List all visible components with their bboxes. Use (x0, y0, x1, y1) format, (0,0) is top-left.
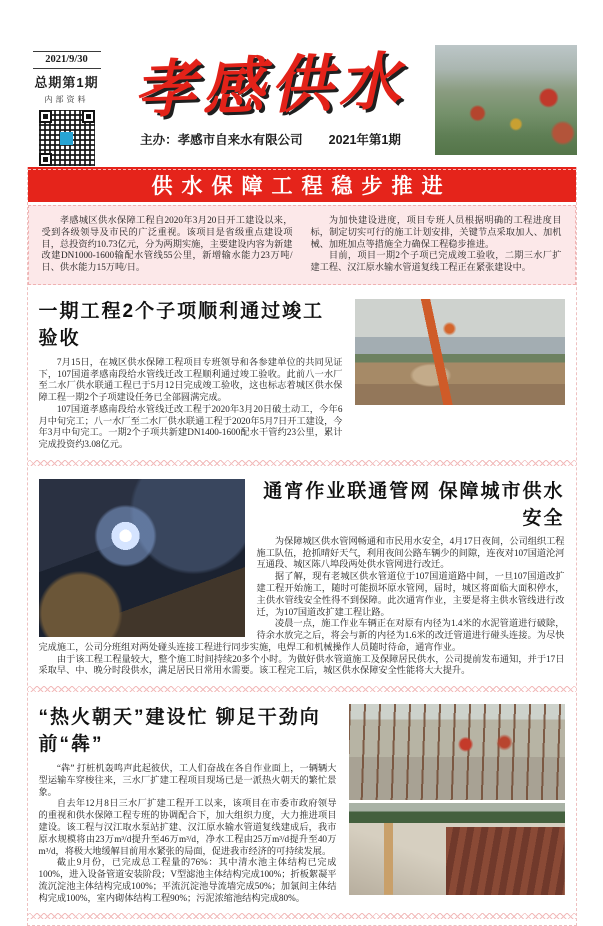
article-2-paragraph: 107国道孝感南段给水管线迁改工程于2020年3月20日破土动工，今年6月中旬完工；八一水厂至二水厂供水联通工程于2020年5月7日开工建设，今年3月中旬完工。一期2个子项共新建DN1400-1600配水干管约23公里，累计完成投资约3.08亿元。 (38, 403, 343, 450)
article-3-paragraph: 由于该工程工程量较大，整个施工时间持续20多个小时。为做好供水管道施工及保障居民供水，公司提前发布通知，并于17日采取早、中、晚分时段供水，满足居民日常用水需要。该工程完工后，城区供水保障安全性能将大大提升。 (38, 653, 565, 676)
article-4-paragraph: “犇” 打桩机轰鸣声此起彼伏，工人们奋战在各自作业面上，一辆辆大型运输车穿梭往来，三水厂扩建工程项目现场已是一派热火朝天的繁忙景象。 (38, 763, 337, 797)
article-4-photo-stack (349, 704, 565, 895)
article-4-headline: “热火朝天”建设忙 铆足干劲向前“犇” (38, 707, 321, 756)
main-headline: 供水保障工程稳步推进 (151, 174, 452, 198)
basin-aerial-photo (349, 803, 565, 895)
issue-date: 2021/9/30 (33, 51, 101, 69)
article-overnight-work (39, 476, 565, 677)
article-4-paragraph: 自去年12月8日三水厂扩建工程开工以来，该项目在市委市政府领导的重视和供水保障工程专班的协调配合下，加大组织力度，大力推进项目建设。该工程与汉江取水泵站扩建、汉江原水输水管道复线建成后，我市原水规模将由23万m³/d提升至46万m³/d，净水工程由25万m³/d提升至40万m³/d，将极大地缓解目前用水紧张的局面，促进我市经济的可持续发展。 (38, 798, 337, 856)
lead-paragraph: 孝感城区供水保障工程自2020年3月20日开工建设以来，受到各级领导及市民的广泛重视。该项目是省级重点建设项目，总投资约10.73亿元，分为两期实施，主要建设内容为新建改建DN1000-1600输配水管线55公里，新增输水能力23万吨/日、供水能力15万吨/日。 (41, 215, 293, 273)
lead-column-1 (42, 215, 293, 274)
lead-column-2 (311, 215, 562, 274)
masthead-center (107, 45, 435, 148)
article-3-paragraph: 为保障城区供水管网畅通和市民用水安全，4月17日夜间，公司组织工程施工队伍，抢抓晴好天气，利用夜间公路车辆少的间隙，连夜对107国道沦河互通段、城区陈八埠段两处供水管网进行改迁。 (256, 535, 565, 570)
qr-code (39, 110, 95, 166)
article-busy-construction (39, 702, 565, 904)
lead-paragraph: 目前，项目一期2个子项已完成竣工验收，二期三水厂扩建工程、汉江原水输水管道复线工程正在紧张建设中。 (310, 250, 562, 273)
issue-number: 总期第1期 (34, 75, 99, 90)
article-2-headline: 一期工程2个子项顺利通过竣工验收 (38, 300, 325, 349)
article-3-headline: 通宵作业联通管网 保障城市供水安全 (263, 480, 565, 529)
night-welding-photo (39, 479, 245, 637)
lead-article-box (28, 205, 576, 285)
issue-info-block (27, 45, 107, 166)
autumn-landscape-photo (435, 45, 577, 155)
rebar-construction-photo (349, 704, 565, 800)
organizer-line (107, 130, 435, 148)
content-frame (27, 167, 577, 926)
main-headline-banner (28, 167, 576, 202)
issue-label: 2021年第1期 (328, 132, 401, 147)
article-3-paragraph: 据了解，现有老城区供水管道位于107国道道路中间，一旦107国道改扩建工程开始施工，随时可能损坏原水管网，届时，城区将面临大面积停水，主供水管线安全性得不到保障。此次通宵作业，主要是将主供水管线进行改迁，为107国道改扩建工程让路。 (256, 571, 565, 617)
masthead (27, 45, 577, 159)
construction-excavator-photo (355, 299, 565, 405)
organizer-text: 主办：孝感市自来水有限公司 (140, 132, 303, 147)
article-2-text (39, 296, 343, 451)
lead-paragraph: 为加快建设进度，项目专班人员根据明确的工程进度目标，制定切实可行的施工计划安排，关键节点采取加人、加机械、加班加点等措施全力确保工程稳步推进。 (310, 215, 562, 249)
section-divider (28, 686, 576, 692)
bottom-border-pattern (28, 913, 576, 919)
article-4-paragraph: 截止9月份，已完成总工程量的76%：其中清水池主体结构已完成100%，进入设备管道安装阶段；V型滤池主体结构完成100%；折板絮凝平流沉淀池主体结构完成100%；平流沉淀池导流墙完成50%；加氯间主体结构完成100%，室内砌体结构工程90%；污泥浓缩池结构完成80%。 (38, 857, 337, 903)
newsletter-title: 孝感供水 (133, 48, 408, 126)
section-divider (28, 460, 576, 466)
internal-material-label: 内部资料 (44, 95, 89, 104)
article-3-paragraph: 凌晨一点，施工作业车辆正在对原有内径为1.4米的水泥管道进行破除，待余水放完之后，将会与新的内径为1.6米的改迁管道进行碰头连接。为尽快完成施工，公司分班组对两处碰头连接工程进行同步实施，电焊工和机械操作人员随时待命，通宵作业。 (38, 618, 565, 652)
article-2-paragraph: 7月15日，在城区供水保障工程项目专班领导和各参建单位的共同见证下，107国道孝感南段给水管线迁改工程顺利通过竣工验收。此前八一水厂至二水厂供水联通工程已于5月12日完成竣工验收，这也标志着城区供水保障工程一期2个子项建设任务已全部圆满完成。 (38, 356, 343, 403)
article-completion-acceptance (39, 296, 565, 451)
